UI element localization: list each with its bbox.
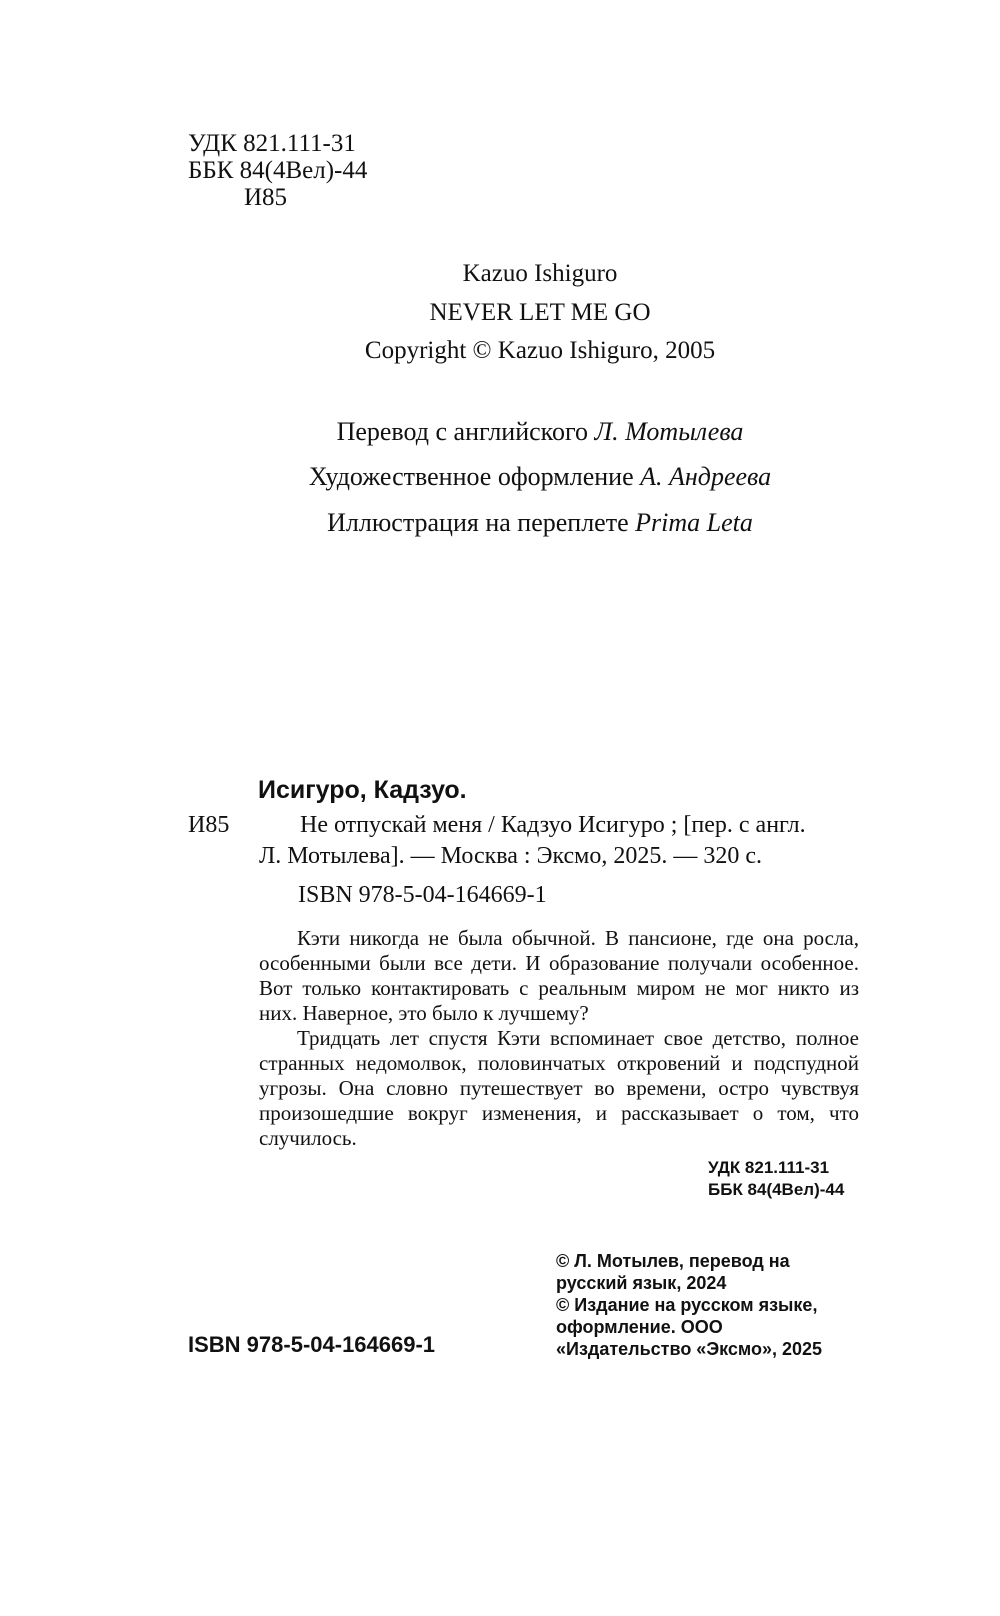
catalog-mark: И85 <box>188 812 230 838</box>
original-copyright: Copyright © Kazuo Ishiguro, 2005 <box>364 337 716 364</box>
credit-design <box>0 462 1000 492</box>
author-mark-top: И85 <box>244 184 288 211</box>
credit-translation <box>0 417 1000 447</box>
credit-illustration-name: Prima Leta <box>635 508 753 537</box>
credit-translation-role: Перевод с английского <box>336 417 589 446</box>
annotation-paragraph-1: Кэти никогда не была обычной. В пансионе, где она росла, особенными были все дети. И образование получали особенное. Вот только контактировать с реальным миром не мог никто из них. Наверное, это было к лучшему? <box>259 926 859 1025</box>
annotation <box>259 926 859 1151</box>
credit-illustration <box>0 508 1000 538</box>
credit-illustration-role: Иллюстрация на переплете <box>327 508 629 537</box>
copyright-notices <box>556 1250 856 1360</box>
catalog-author-heading: Исигуро, Кадзуо. <box>258 776 467 804</box>
udk-code-top: УДК 821.111-31 <box>188 130 356 157</box>
udk-code-bottom: УДК 821.111-31 <box>708 1158 830 1177</box>
catalog-line-1: Не отпускай меня / Кадзуо Исигуро ; [пер. с англ. <box>300 812 806 838</box>
catalog-line-2: Л. Мотылева]. — Москва : Эксмо, 2025. — 320 с. <box>259 843 762 869</box>
catalog-isbn: ISBN 978-5-04-164669-1 <box>298 882 547 908</box>
copyright-translation: © Л. Мотылев, перевод на русский язык, 2024 <box>556 1251 790 1293</box>
bbk-code-bottom: ББК 84(4Вел)-44 <box>708 1180 845 1199</box>
credit-design-name: А. Андреева <box>640 462 772 491</box>
credit-design-role: Художественное оформление <box>308 462 634 491</box>
annotation-paragraph-2: Тридцать лет спустя Кэти вспоминает свое детство, полное странных недомолвок, половинчатых откровений и подспудной угрозы. Она словно путешествует во времени, остро чувствуя произошедшие вокруг изменения, и рассказывает о том, что случилось. <box>259 1026 859 1150</box>
copyright-edition: © Издание на русском языке, оформление. ООО «Издательство «Эксмо», 2025 <box>556 1295 823 1359</box>
original-author: Kazuo Ishiguro <box>462 260 618 287</box>
isbn-footer: ISBN 978-5-04-164669-1 <box>188 1332 436 1357</box>
bbk-code-top: ББК 84(4Вел)-44 <box>188 157 368 184</box>
credit-translation-name: Л. Мотылева <box>594 417 744 446</box>
original-title: NEVER LET ME GO <box>429 299 651 326</box>
